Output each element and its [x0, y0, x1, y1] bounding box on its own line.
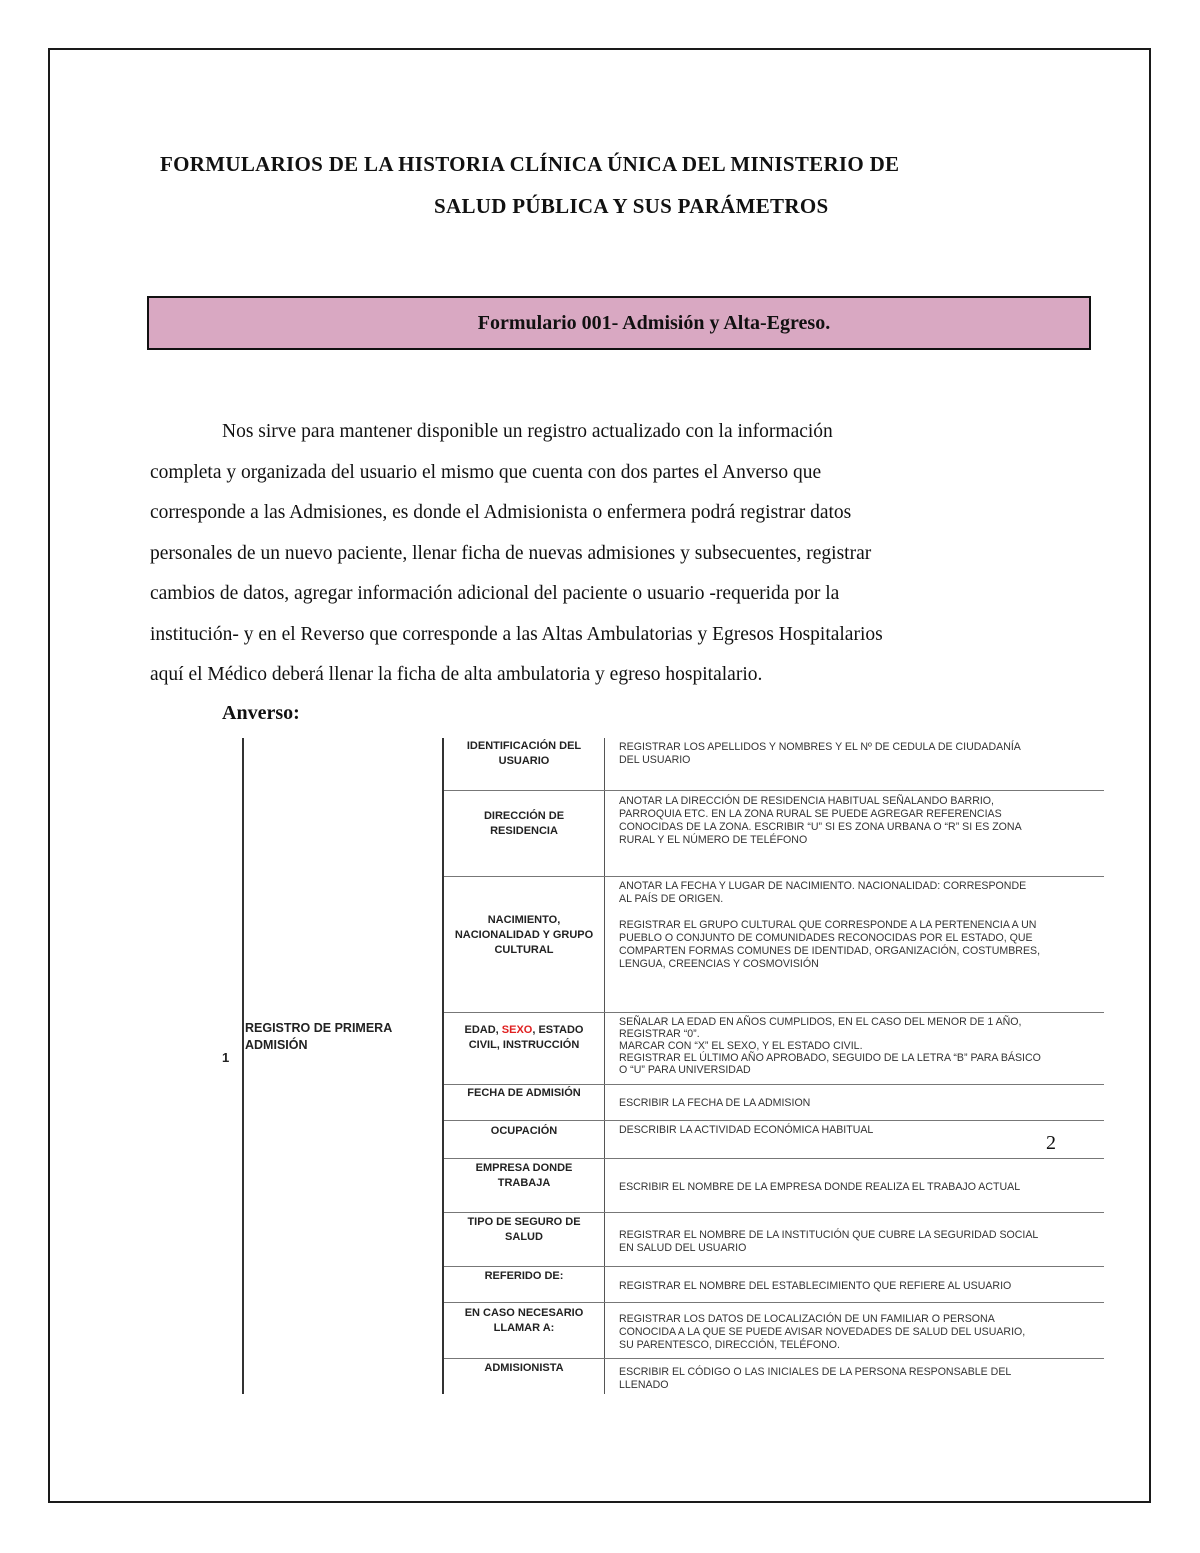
- field-label-part: , ESTADO: [532, 1024, 584, 1036]
- paragraph-line: corresponde a las Admisiones, es donde el Admisionista o enfermera podrá registrar datos: [150, 502, 852, 523]
- row-separator: [444, 1302, 1104, 1303]
- field-label-line: CIVIL, INSTRUCCIÓN: [468, 1039, 580, 1051]
- field-label-line: IDENTIFICACIÓN DEL: [466, 740, 582, 752]
- description-line: SEÑALAR LA EDAD EN AÑOS CUMPLIDOS, EN EL CASO DEL MENOR DE 1 AÑO,: [619, 1016, 1022, 1028]
- document-title-line-1: FORMULARIOS DE LA HISTORIA CLÍNICA ÚNICA DEL MINISTERIO DE: [160, 152, 900, 176]
- description-line: CONOCIDA A LA QUE SE PUEDE AVISAR NOVEDADES DE SALUD DEL USUARIO,: [619, 1326, 1026, 1338]
- field-label-line: TIPO DE SEGURO DE: [467, 1216, 581, 1228]
- table-field-description: [619, 1124, 1105, 1137]
- field-label-part: EDAD,: [464, 1024, 502, 1036]
- description-line: REGISTRAR EL NOMBRE DEL ESTABLECIMIENTO QUE REFIERE AL USUARIO: [619, 1280, 1012, 1292]
- table-field-description: [619, 1313, 1105, 1352]
- row-separator: [444, 1358, 1104, 1359]
- paragraph-line: personales de un nuevo paciente, llenar ficha de nuevas admisiones y subsecuentes, registrar: [150, 542, 872, 564]
- description-paragraph: [150, 412, 1050, 696]
- table-field-label: [446, 1023, 602, 1053]
- field-label-line: RESIDENCIA: [490, 825, 558, 837]
- table-field-description: [619, 741, 1105, 767]
- table-field-label: [446, 1215, 602, 1245]
- table-field-label: [446, 1124, 602, 1139]
- table-divider: [604, 738, 605, 1394]
- field-label-line: FECHA DE ADMISIÓN: [467, 1087, 581, 1099]
- row-separator: [444, 1120, 1104, 1121]
- field-label-line: OCUPACIÓN: [490, 1125, 558, 1137]
- section-title-line: REGISTRO DE PRIMERA: [245, 1021, 393, 1035]
- description-line: PUEBLO O CONJUNTO DE COMUNIDADES RECONOCIDAS POR EL ESTADO, QUE: [619, 932, 1033, 944]
- description-line: DEL USUARIO: [619, 754, 691, 766]
- table-field-label: [446, 913, 602, 958]
- description-line: ESCRIBIR EL CÓDIGO O LAS INICIALES DE LA PERSONA RESPONSABLE DEL: [619, 1366, 1012, 1378]
- description-line: AL PAÍS DE ORIGEN.: [619, 893, 724, 905]
- anverso-heading: Anverso:: [222, 702, 300, 724]
- table-row-number: 1: [222, 1050, 230, 1065]
- paragraph-line: completa y organizada del usuario el mismo que cuenta con dos partes el Anverso que: [150, 461, 822, 483]
- field-label-line: LLAMAR A:: [493, 1322, 555, 1334]
- description-line: ANOTAR LA DIRECCIÓN DE RESIDENCIA HABITUAL SEÑALANDO BARRIO,: [619, 795, 994, 807]
- description-line: ESCRIBIR LA FECHA DE LA ADMISION: [619, 1097, 811, 1109]
- description-line: DESCRIBIR LA ACTIVIDAD ECONÓMICA HABITUAL: [619, 1124, 874, 1136]
- field-label-line: SALUD: [505, 1231, 543, 1243]
- description-line: REGISTRAR EL GRUPO CULTURAL QUE CORRESPONDE A LA PERTENENCIA A UN: [619, 919, 1037, 931]
- table-field-description: [619, 1181, 1105, 1194]
- description-line: REGISTRAR LOS DATOS DE LOCALIZACIÓN DE UN FAMILIAR O PERSONA: [619, 1313, 995, 1325]
- description-line: SU PARENTESCO, DIRECCIÓN, TELÉFONO.: [619, 1339, 840, 1351]
- description-line: REGISTRAR “0”.: [619, 1028, 700, 1040]
- row-separator: [444, 1266, 1104, 1267]
- table-field-label: [446, 1161, 602, 1191]
- table-field-description: [619, 1366, 1105, 1392]
- table-field-label: [446, 1306, 602, 1336]
- field-label-line: TRABAJA: [497, 1177, 551, 1189]
- row-separator: [444, 1012, 1104, 1013]
- description-line: ESCRIBIR EL NOMBRE DE LA EMPRESA DONDE REALIZA EL TRABAJO ACTUAL: [619, 1181, 1021, 1193]
- row-separator: [444, 876, 1104, 877]
- description-line: COMPARTEN FORMAS COMUNES DE IDENTIDAD, ORGANIZACIÓN, COSTUMBRES,: [619, 945, 1041, 957]
- document-title-line-2: SALUD PÚBLICA Y SUS PARÁMETROS: [434, 194, 829, 218]
- table-field-label: [446, 1086, 602, 1101]
- field-label-line: CULTURAL: [494, 944, 554, 956]
- table-field-description: [619, 1280, 1105, 1293]
- table-field-description: [619, 1097, 1105, 1110]
- table-field-description: [619, 795, 1105, 847]
- table-field-label: [446, 1269, 602, 1284]
- field-label-line: NACIONALIDAD Y GRUPO: [454, 929, 594, 941]
- table-field-description: [619, 880, 1105, 971]
- description-line: PARROQUIA ETC. EN LA ZONA RURAL SE PUEDE AGREGAR REFERENCIAS: [619, 808, 1002, 820]
- row-separator: [444, 1158, 1104, 1159]
- page-number: 2: [1046, 1132, 1056, 1154]
- table-field-description: [619, 1229, 1105, 1255]
- description-line: REGISTRAR EL NOMBRE DE LA INSTITUCIÓN QUE CUBRE LA SEGURIDAD SOCIAL: [619, 1229, 1039, 1241]
- field-label-line: ADMISIONISTA: [484, 1362, 564, 1374]
- table-section-title: [245, 1020, 435, 1054]
- field-label-line: REFERIDO DE:: [484, 1270, 564, 1282]
- row-separator: [444, 1084, 1104, 1085]
- description-line: RURAL Y EL NÚMERO DE TELÉFONO: [619, 834, 808, 846]
- row-separator: [444, 790, 1104, 791]
- paragraph-line: cambios de datos, agregar información adicional del paciente o usuario -requerida por la: [150, 583, 840, 604]
- field-label-line: EMPRESA DONDE: [475, 1162, 573, 1174]
- description-line: CONOCIDAS DE LA ZONA. ESCRIBIR “U” SI ES ZONA URBANA O “R” SI ES ZONA: [619, 821, 1022, 833]
- paragraph-line: Nos sirve para mantener disponible un registro actualizado con la información: [222, 421, 833, 442]
- description-line: REGISTRAR LOS APELLIDOS Y NOMBRES Y EL Nº DE CEDULA DE CIUDADANÍA: [619, 741, 1021, 753]
- description-line: ANOTAR LA FECHA Y LUGAR DE NACIMIENTO. NACIONALIDAD: CORRESPONDE: [619, 880, 1027, 892]
- form-banner-text: Formulario 001- Admisión y Alta-Egreso.: [477, 311, 831, 334]
- field-label-line: EN CASO NECESARIO: [464, 1307, 584, 1319]
- table-field-label: [446, 739, 602, 769]
- table-divider: [242, 738, 244, 1394]
- field-label-line: NACIMIENTO,: [487, 914, 561, 926]
- field-label-highlight: SEXO: [501, 1024, 533, 1036]
- table-divider: [442, 738, 444, 1394]
- field-label-line: DIRECCIÓN DE: [483, 810, 565, 822]
- field-label-line: USUARIO: [498, 755, 550, 767]
- description-line: EN SALUD DEL USUARIO: [619, 1242, 747, 1254]
- table-field-description: [619, 1016, 1105, 1076]
- paragraph-line: aquí el Médico deberá llenar la ficha de alta ambulatoria y egreso hospitalario.: [150, 664, 763, 685]
- description-line: LLENADO: [619, 1379, 669, 1391]
- description-line: REGISTRAR EL ÚLTIMO AÑO APROBADO, SEGUIDO DE LA LETRA “B” PARA BÁSICO: [619, 1052, 1041, 1064]
- form-banner: [147, 296, 1091, 350]
- table-field-label: [446, 1361, 602, 1376]
- description-line: [619, 906, 1105, 919]
- description-line: MARCAR CON “X” EL SEXO, Y EL ESTADO CIVIL.: [619, 1040, 863, 1052]
- description-line: LENGUA, CREENCIAS Y COSMOVISIÓN: [619, 958, 819, 970]
- description-line: O “U” PARA UNIVERSIDAD: [619, 1064, 751, 1076]
- paragraph-line: institución- y en el Reverso que corresponde a las Altas Ambulatorias y Egresos Hospitalarios: [150, 623, 883, 645]
- section-title-line: ADMISIÓN: [245, 1038, 308, 1052]
- table-field-label: [446, 809, 602, 839]
- row-separator: [444, 1212, 1104, 1213]
